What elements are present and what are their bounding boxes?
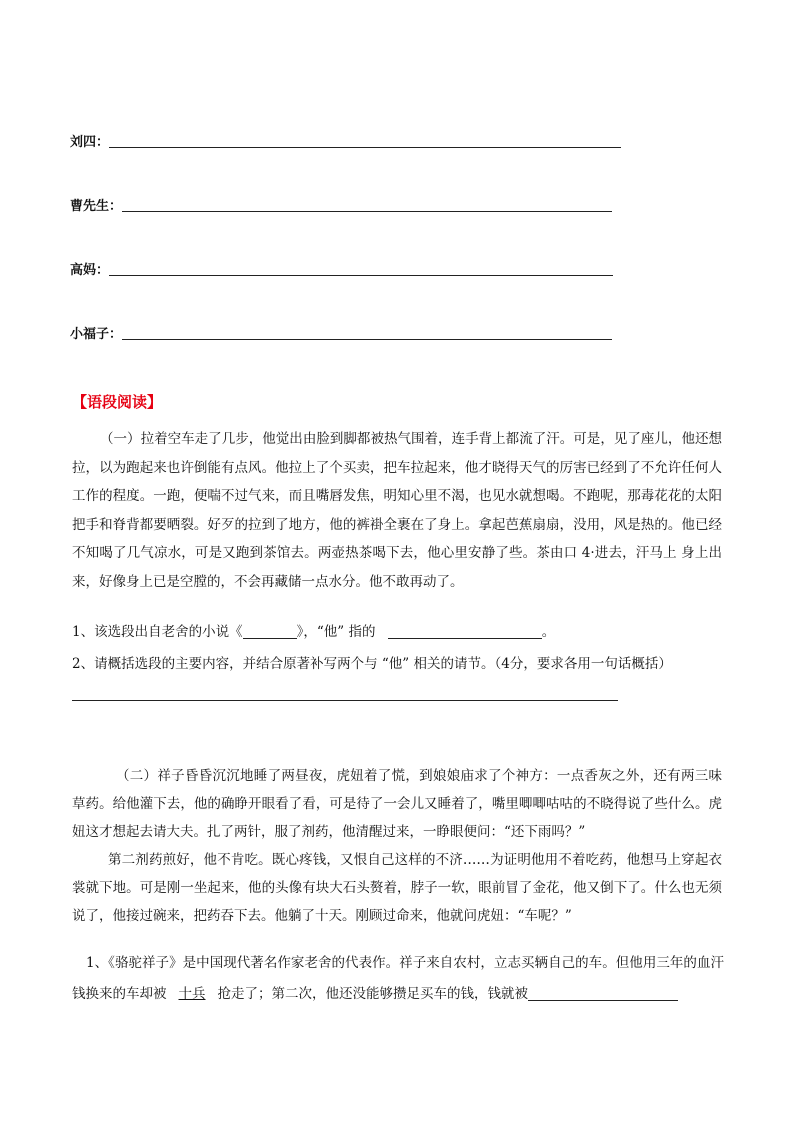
filled-answer: 十兵 [178,986,206,1002]
character-field-gaoma [70,258,613,280]
question-one [72,622,732,642]
question-three-text-b: 抢走了；第二次，他还没能够攒足买车的钱，钱就被 [217,986,528,1002]
question-three-text-a: 1、《骆驼祥子》是中国现代著名作家老舍的代表作。祥子来自农村，立志买辆自己的车。但他用三年的血汗钱换来的车却被 [72,955,724,1002]
question-one-text-b: 》，“他” 指的 [296,624,380,640]
character-label: 高妈： [70,263,110,278]
character-blank[interactable] [388,624,542,639]
passage-two [72,762,722,930]
passage-two-paragraph-1: （二）祥子昏昏沉沉地睡了两昼夜，虎妞着了慌，到娘娘庙求了个神方：一点香灰之外，还有两三味草药。给他灌下去，他的确睁开眼看了看，可是待了一会儿又睡着了，嘴里唧唧咕咕的不晓得说了些什么。虎妞这才想起去请大夫。扎了两针，服了剂药，他清醒过来，一睁眼便问：“还下雨吗？” [72,768,722,840]
novel-title-blank[interactable] [243,624,297,639]
question-one-text-c: 。 [541,624,556,640]
answer-blank[interactable] [109,274,613,276]
character-label: 小福子： [70,327,123,342]
answer-line[interactable] [72,700,618,701]
answer-blank[interactable] [122,210,612,212]
character-label: 刘四： [70,135,110,150]
character-label: 曹先生： [70,199,123,214]
passage-one [72,425,722,597]
question-three [72,948,724,1010]
character-field-cao [70,194,612,216]
character-field-liusi [70,130,621,152]
passage-two-paragraph-2: 第二剂药煎好，他不肯吃。既心疼钱，又恨自己这样的不济……为证明他用不着吃药，他想马上穿起衣裳就下地。可是刚一坐起来，他的头像有块大石头赘着，脖子一软，眼前冒了金花，他又倒下了。什么也无须说了，他接过碗来，把药吞下去。他躺了十天。刚顾过命来，他就问虎妞：“车呢？” [72,852,722,924]
answer-blank[interactable] [528,986,678,1001]
answer-blank[interactable] [109,146,621,148]
answer-blank[interactable] [122,338,612,340]
section-title: 【语段阅读】 [72,393,163,411]
passage-one-text: （一）拉着空车走了几步，他觉出由脸到脚都被热气围着，连手背上都流了汗。可是，见了座儿，他还想拉，以为跑起来也许倒能有点风。他拉上了个买卖，把车拉起来，他才晓得天气的厉害已经到了不允许任何人工作的程度。一跑，便喘不过气来，而且嘴唇发焦，明知心里不渴，也见水就想喝。不跑呢，那毒花花的太阳把手和脊背都要晒裂。好歹的拉到了地方，他的裤褂全裹在了身上。拿起芭蕉扇扇，没用，风是热的。他已经不知喝了几气凉水，可是又跑到茶馆去。两壶热茶喝下去，他心里安静了些。茶由口 4·进去，汗马上 身上出来，好像身上已是空膛的，不会再藏储一点水分。他不敢再动了。 [72,431,722,590]
character-field-xiaofuzi [70,322,612,344]
question-one-text-a: 1、该选段出自老舍的小说《 [72,624,243,640]
question-two-text: 2、请概括选段的主要内容，并结合原著补写两个与 “他” 相关的请节。（4分，要求各用一句话概括） [72,656,672,672]
question-two [72,654,732,674]
